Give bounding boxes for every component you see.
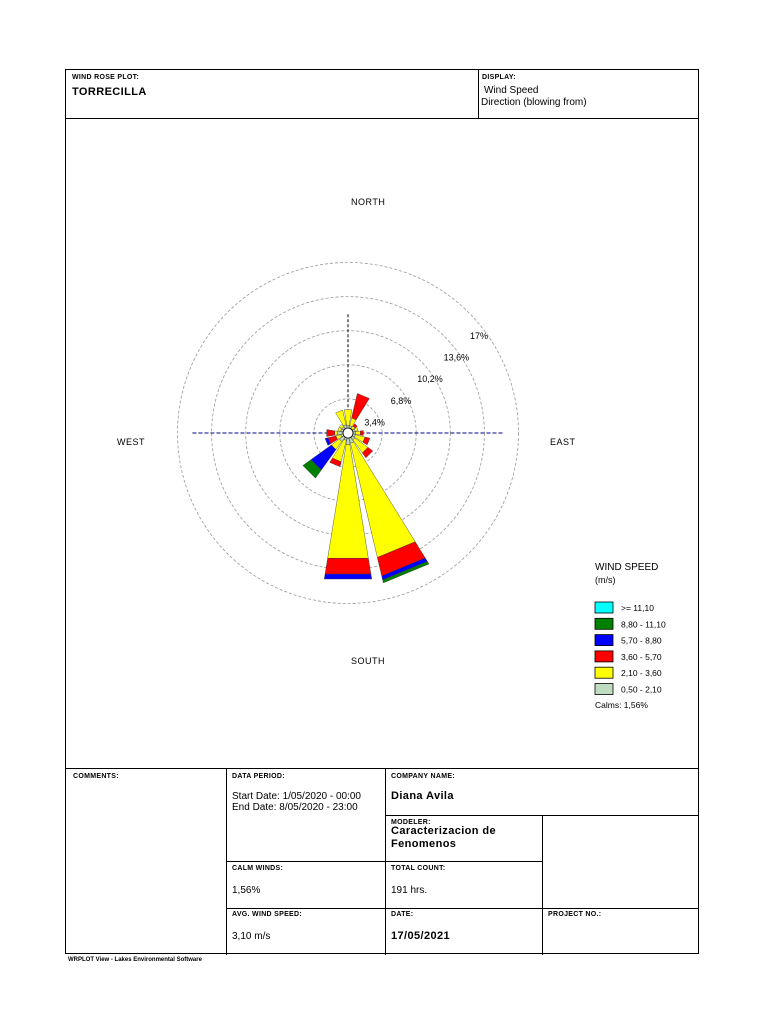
wind-rose-svg xyxy=(66,118,698,768)
legend-label-4: 2,10 - 3,60 xyxy=(621,668,662,679)
legend-title: WIND SPEED xyxy=(595,562,659,573)
avg-speed-label: AVG. WIND SPEED: xyxy=(232,911,303,918)
legend-unit: (m/s) xyxy=(595,575,616,585)
legend-label-0: >= 11,10 xyxy=(621,603,654,613)
petal-S-bin2 xyxy=(324,574,371,579)
project-no-label: PROJECT NO.: xyxy=(548,911,602,918)
date-label: DATE: xyxy=(391,911,414,918)
display-line-2: Direction (blowing from) xyxy=(481,97,587,108)
calm-circle xyxy=(343,428,353,438)
modeler-line-2: Fenomenos xyxy=(391,838,457,850)
legend-swatch-3 xyxy=(595,651,613,662)
north-label: NORTH xyxy=(351,197,386,207)
data-period-label: DATA PERIOD: xyxy=(232,773,285,780)
plot-label: WIND ROSE PLOT: xyxy=(72,74,140,81)
legend-label-1: 8,80 - 11,10 xyxy=(621,619,666,630)
total-count-value: 191 hrs. xyxy=(391,885,428,896)
calm-winds-label: CALM WINDS: xyxy=(232,865,284,872)
legend-swatch-5 xyxy=(595,684,613,695)
legend-label-5: 0,50 - 2,10 xyxy=(621,684,662,695)
calms-text: Calms: 1,56% xyxy=(595,700,648,710)
legend-swatch-1 xyxy=(595,618,613,629)
petal-NNE-bin3 xyxy=(352,393,370,419)
display-line-1: Wind Speed xyxy=(484,85,539,96)
legend-swatch-2 xyxy=(595,635,613,646)
wind-rose-plot xyxy=(66,118,698,768)
software-credit: WRPLOT View - Lakes Environmental Software xyxy=(68,957,202,963)
ring-label-2: 10,2% xyxy=(417,374,443,385)
ring-label-0: 3,4% xyxy=(364,417,385,428)
legend-swatch-0 xyxy=(595,602,613,613)
date-value: 17/05/2021 xyxy=(391,930,451,942)
company-name: Diana Avila xyxy=(391,790,454,802)
ring-label-4: 17% xyxy=(469,331,489,342)
avg-speed-value: 3,10 m/s xyxy=(232,931,271,942)
petal-E-bin4 xyxy=(355,431,360,435)
ring-label-1: 6,8% xyxy=(390,395,412,406)
report-frame xyxy=(65,69,699,954)
legend-swatch-4 xyxy=(595,667,613,678)
petal-W-bin4 xyxy=(335,431,338,435)
comments-label: COMMENTS: xyxy=(73,773,119,780)
south-label: SOUTH xyxy=(351,656,385,666)
calm-winds-value: 1,56% xyxy=(232,885,261,896)
petal-S-bin3 xyxy=(325,558,371,574)
report-header xyxy=(66,70,698,119)
modeler-label: MODELER: xyxy=(391,819,431,826)
ring-label-3: 13,6% xyxy=(443,352,470,363)
legend-label-2: 5,70 - 8,80 xyxy=(621,635,662,646)
modeler-line-1: Caracterizacion de xyxy=(391,825,497,837)
start-date: Start Date: 1/05/2020 - 00:00 xyxy=(232,791,361,802)
station-name: TORRECILLA xyxy=(72,86,147,98)
east-label: EAST xyxy=(550,437,576,447)
company-label: COMPANY NAME: xyxy=(391,773,455,780)
display-label: DISPLAY: xyxy=(482,74,516,81)
petal-E-bin3 xyxy=(360,431,363,436)
report-footer xyxy=(66,768,698,955)
end-date: End Date: 8/05/2020 - 23:00 xyxy=(232,802,358,813)
west-label: WEST xyxy=(117,437,145,447)
petal-W-bin3 xyxy=(327,430,335,437)
legend-label-3: 3,60 - 5,70 xyxy=(621,651,662,662)
total-count-label: TOTAL COUNT: xyxy=(391,865,446,872)
